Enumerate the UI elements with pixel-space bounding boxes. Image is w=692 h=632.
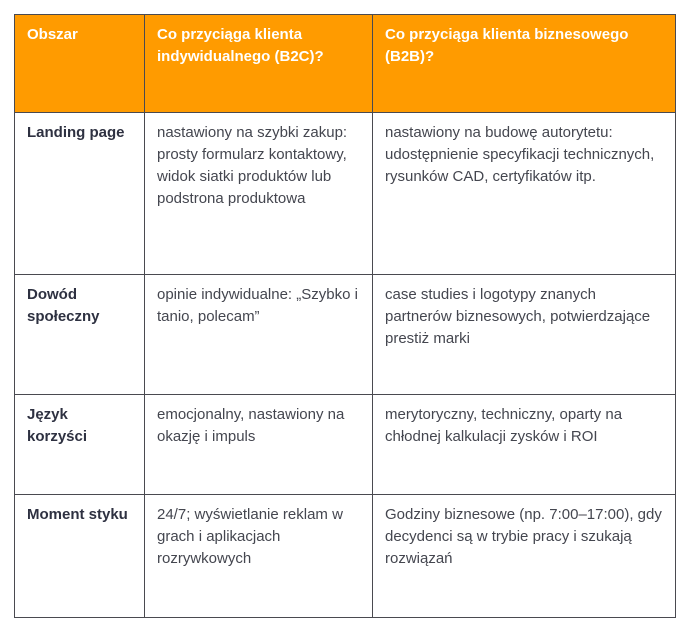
header-b2c: Co przyciąga klienta indywidualnego (B2C)? bbox=[145, 15, 373, 113]
row-b2b-cell: Godziny biznesowe (np. 7:00–17:00), gdy decydenci są w trybie pracy i szukają rozwiązań bbox=[373, 495, 676, 618]
table-row bbox=[15, 495, 676, 618]
row-b2b-cell: case studies i logotypy znanych partnerów biznesowych, potwierdzające prestiż marki bbox=[373, 275, 676, 395]
row-b2c-cell: emocjonalny, nastawiony na okazję i impuls bbox=[145, 395, 373, 495]
row-b2c-cell: 24/7; wyświetlanie reklam w grach i aplikacjach rozrywkowych bbox=[145, 495, 373, 618]
row-area-cell: Landing page bbox=[15, 113, 145, 275]
comparison-table bbox=[14, 14, 676, 618]
row-area-cell: Moment styku bbox=[15, 495, 145, 618]
table-row bbox=[15, 275, 676, 395]
row-b2b-cell: nastawiony na budowę autorytetu: udostępnienie specyfikacji technicznych, rysunków CAD, certyfikatów itp. bbox=[373, 113, 676, 275]
table-row bbox=[15, 113, 676, 275]
row-b2b-cell: merytoryczny, techniczny, oparty na chłodnej kalkulacji zysków i ROI bbox=[373, 395, 676, 495]
header-b2b: Co przyciąga klienta biznesowego (B2B)? bbox=[373, 15, 676, 113]
row-b2c-cell: nastawiony na szybki zakup: prosty formularz kontaktowy, widok siatki produktów lub podstrona produktowa bbox=[145, 113, 373, 275]
table-row bbox=[15, 395, 676, 495]
header-area: Obszar bbox=[15, 15, 145, 113]
header-row bbox=[15, 15, 676, 113]
row-area-cell: Dowód społeczny bbox=[15, 275, 145, 395]
row-area-cell: Język korzyści bbox=[15, 395, 145, 495]
row-b2c-cell: opinie indywidualne: „Szybko i tanio, polecam” bbox=[145, 275, 373, 395]
